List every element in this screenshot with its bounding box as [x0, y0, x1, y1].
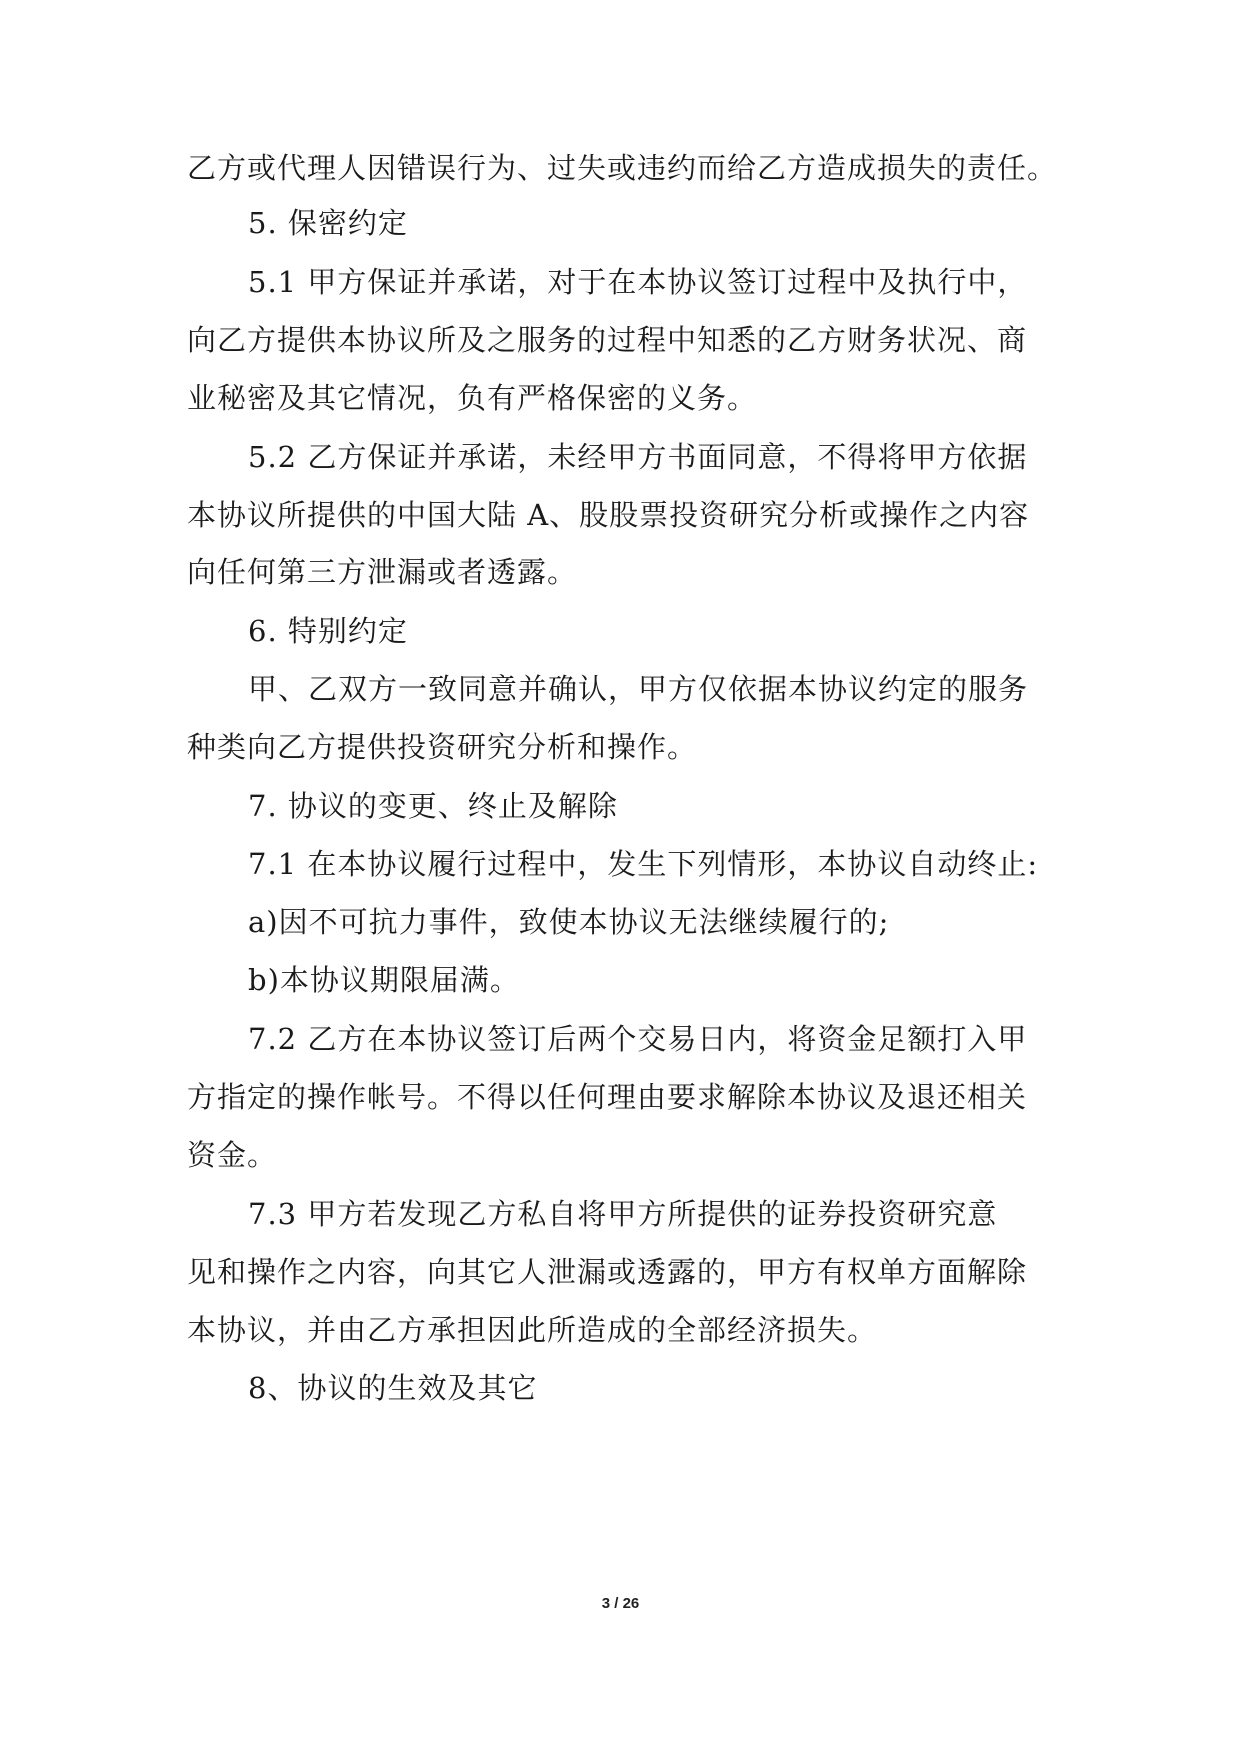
paragraph-line: 5.2 乙方保证并承诺，未经甲方书面同意，不得将甲方依据: [248, 440, 1028, 474]
paragraph-line: 方指定的操作帐号。不得以任何理由要求解除本协议及退还相关: [187, 1080, 1028, 1114]
paragraph-line: 资金。: [187, 1138, 278, 1172]
paragraph-line: 7.1 在本协议履行过程中，发生下列情形，本协议自动终止:: [248, 847, 1039, 881]
list-item: b)本协议期限届满。: [248, 963, 520, 997]
paragraph-line: 本协议所提供的中国大陆 A、股股票投资研究分析或操作之内容: [187, 498, 1030, 532]
paragraph-line: 种类向乙方提供投资研究分析和操作。: [187, 730, 698, 764]
section-heading-7: 7. 协议的变更、终止及解除: [248, 789, 618, 823]
paragraph-line: 本协议，并由乙方承担因此所造成的全部经济损失。: [187, 1313, 878, 1347]
paragraph-line: 向任何第三方泄漏或者透露。: [187, 555, 578, 589]
paragraph-line: 业秘密及其它情况，负有严格保密的义务。: [187, 381, 758, 415]
page-number: 3 / 26: [601, 1595, 640, 1612]
paragraph-line: 7.2 乙方在本协议签订后两个交易日内，将资金足额打入甲: [248, 1022, 1028, 1056]
section-heading-5: 5. 保密约定: [248, 206, 408, 240]
paragraph-line: 甲、乙双方一致同意并确认，甲方仅依据本协议约定的服务: [248, 672, 1029, 706]
section-heading-6: 6. 特别约定: [248, 614, 408, 648]
paragraph-line: 乙方或代理人因错误行为、过失或违约而给乙方造成损失的责任。: [187, 151, 1058, 185]
paragraph-line: 7.3 甲方若发现乙方私自将甲方所提供的证券投资研究意: [248, 1197, 998, 1231]
paragraph-line: 5.1 甲方保证并承诺，对于在本协议签订过程中及执行中，: [248, 265, 1028, 299]
paragraph-line: 向乙方提供本协议所及之服务的过程中知悉的乙方财务状况、商: [187, 323, 1028, 357]
list-item: a)因不可抗力事件，致使本协议无法继续履行的;: [248, 905, 890, 939]
paragraph-line: 见和操作之内容，向其它人泄漏或透露的，甲方有权单方面解除: [187, 1255, 1028, 1289]
section-heading-8: 8、协议的生效及其它: [248, 1371, 538, 1405]
